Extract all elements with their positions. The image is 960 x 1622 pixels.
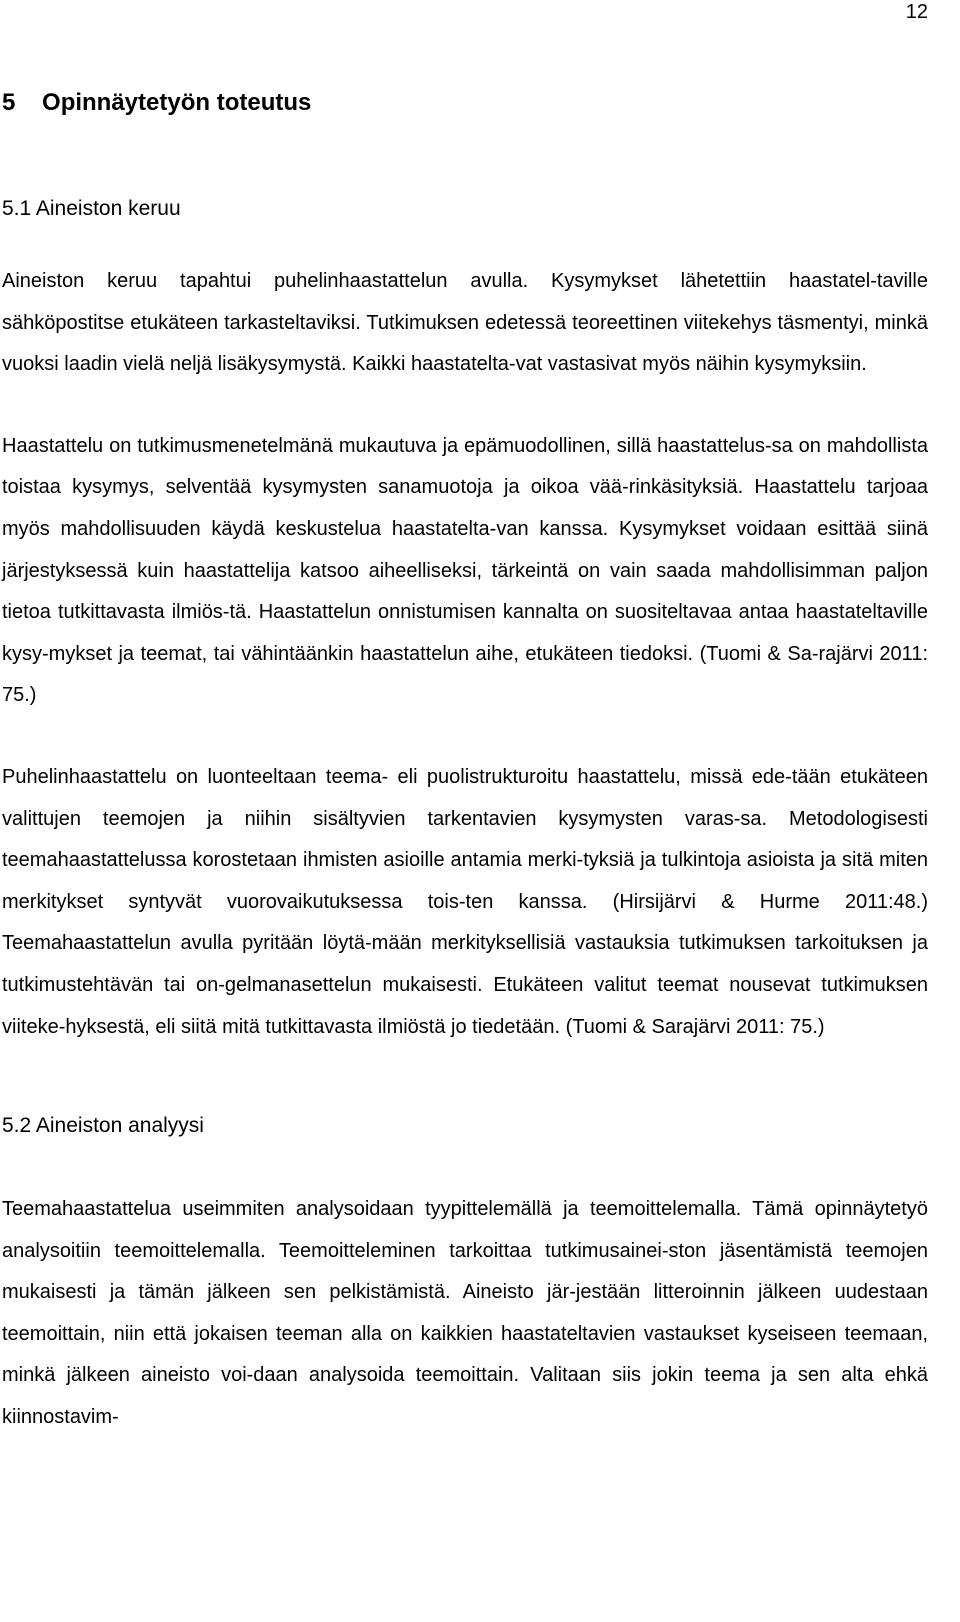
page-number: 12 [905, 1, 928, 23]
paragraph: Haastattelu on tutkimusmenetelmänä mukautuva ja epämuodollinen, sillä haastattelus-sa on mahdollista toistaa kysymys, selventää kysymysten sanamuotoja ja oikoa vää-rinkäsityksiä. Haastattelu tarjoaa myös mahdollisuuden käydä keskustelua haastatelta-van kanssa. Kysymykset voidaan esittää siinä järjestyksessä kuin haastattelija katsoo aiheelliseksi, tärkeintä on vain saada mahdollisimman paljon tietoa tutkittavasta ilmiös-tä. Haastattelun onnistumisen kannalta on suositeltavaa antaa haastateltaville kysy-mykset ja teemat, tai vähintäänkin haastattelun aihe, etukäteen tiedoksi. (Tuomi & Sa-rajärvi 2011: 75.) [2, 434, 928, 707]
paragraph: Puhelinhaastattelu on luonteeltaan teema- eli puolistrukturoitu haastattelu, missä ede-tään etukäteen valittujen teemojen ja niihin sisältyvien tarkentavien kysymysten varas-sa. Metodologisesti teemahaastattelussa korostetaan ihmisten asioille antamia merki-tyksiä ja tulkintoja asioista ja sitä miten merkitykset syntyvät vuorovaikutuksessa tois-ten kanssa. (Hirsijärvi & Hurme 2011:48.) Teemahaastattelun avulla pyritään löytä-mään merkityksellisiä vastauksia tutkimuksen tarkoituksen ja tutkimustehtävän tai on-gelmanasettelun mukaisesti. Etukäteen valitut teemat nousevat tutkimuksen viiteke-hyksestä, eli siitä mitä tutkittavasta ilmiöstä jo tiedetään. (Tuomi & Sarajärvi 2011: 75.) [2, 765, 928, 1038]
paragraph: Aineiston keruu tapahtui puhelinhaastattelun avulla. Kysymykset lähetettiin haastatel-taville sähköpostitse etukäteen tarkasteltaviksi. Tutkimuksen edetessä teoreettinen viitekehys täsmentyi, minkä vuoksi laadin vielä neljä lisäkysymystä. Kaikki haastatelta-vat vastasivat myös näihin kysymyksiin. [2, 270, 928, 376]
section-heading-5-1: 5.1 Aineiston keruu [2, 197, 181, 220]
section-heading-5-2: 5.2 Aineiston analyysi [2, 1114, 204, 1138]
chapter-heading: 5 Opinnäytetyön toteutus [2, 89, 312, 116]
paragraph: Teemahaastattelua useimmiten analysoidaan tyypittelemällä ja teemoittelemalla. Tämä opinnäytetyö analysoitiin teemoittelemalla. Teemoitteleminen tarkoittaa tutkimusainei-ston jäsentämistä teemojen mukaisesti ja tämän jälkeen sen pelkistämistä. Aineisto jär-jestään litteroinnin jälkeen uudestaan teemoittain, niin että jokaisen teeman alla on kaikkien haastateltavien vastaukset kyseiseen teemaan, minkä jälkeen aineisto voi-daan analysoida teemoittain. Valitaan siis jokin teema ja sen alta ehkä kiinnostavim- [2, 1198, 928, 1429]
document-body [2, 85, 928, 1439]
